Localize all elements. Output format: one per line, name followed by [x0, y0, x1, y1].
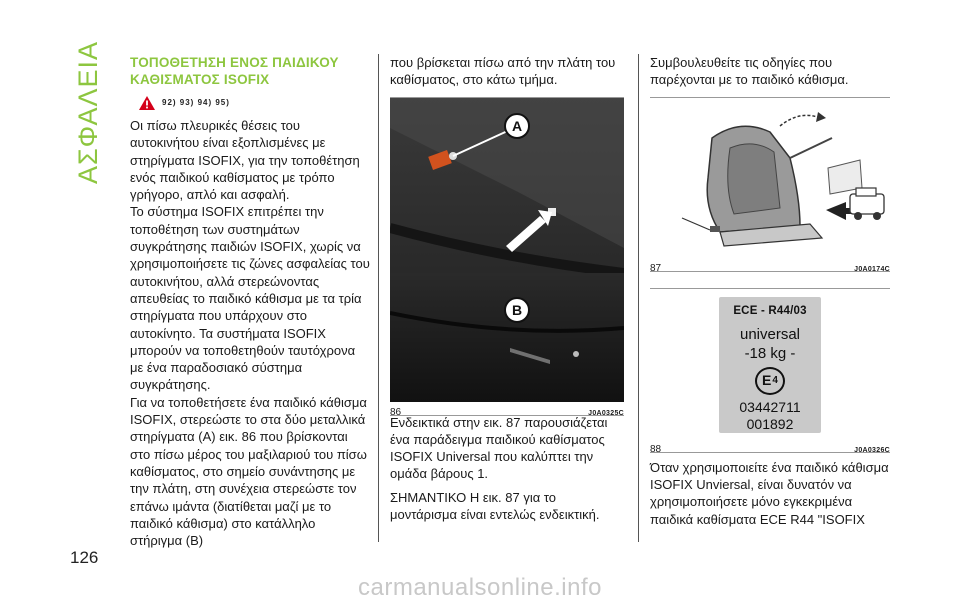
column-1	[130, 54, 370, 549]
figure-caption	[650, 439, 890, 453]
approval-number: 03442711	[739, 398, 801, 415]
paragraph: Οι πίσω πλευρικές θέσεις του αυτοκινήτου είναι εξοπλισμένες με στηρίγματα ISOFIX, για την τοποθέτηση ενός παιδικού καθίσματος με τρόπο γρήγορο, απλό και ασφαλή.	[130, 118, 360, 203]
label-universal: universal	[739, 326, 801, 344]
seat-illustration	[390, 98, 624, 402]
section-tab	[72, 40, 106, 184]
paragraph: που βρίσκεται πίσω από την πλάτη του καθίσματος, στο κάτω τμήμα.	[390, 55, 616, 88]
approval-label	[719, 297, 821, 433]
warning-refs-text: 92) 93) 94) 95)	[162, 98, 230, 108]
page-number: 126	[70, 548, 99, 567]
figure-87	[650, 97, 890, 272]
column-divider	[378, 54, 379, 542]
warning-references	[138, 94, 370, 112]
paragraph: ΣΗΜΑΝΤΙΚΟ Η εικ. 87 για το μοντάρισμα είναι εντελώς ενδεικτική.	[390, 489, 600, 523]
child-seat-illustration	[650, 98, 890, 254]
paragraph: Το σύστημα ISOFIX επιτρέπει την τοποθέτηση των συστημάτων συγκράτησης παιδιών ISOFIX, χωρίς να χρησιμοποιήσετε τις ζώνες ασφαλείας του αυτοκινήτου, αλλά στερεώνοντας απευθείας το παιδικό κάθισμα με τα τρία στηρίγματα που υπάρχουν στο αυτοκίνητο. Τα συστήματα ISOFIX μπορούν να τοποθετηθούν ταυτόχρονα με ένα παραδοσιακό σύστημα συγκράτησης.	[130, 204, 370, 393]
section-tab-label: ΑΣΦΑΛΕΙΑ	[73, 40, 104, 184]
watermark: carmanualsonline.info	[358, 574, 602, 601]
figure-caption	[650, 258, 890, 272]
e-mark-number: 4	[772, 375, 778, 387]
figure-code: J0A0326C	[854, 446, 890, 454]
column-3	[650, 54, 890, 528]
figure-caption	[390, 402, 624, 416]
e-mark-icon	[755, 367, 785, 395]
paragraph: Συμβουλευθείτε τις οδηγίες που παρέχονται με το παιδικό κάθισμα.	[650, 55, 849, 88]
figure-86	[390, 97, 624, 418]
isofix-anchor-photo	[390, 98, 624, 402]
serial-number: 001892	[746, 415, 794, 432]
e-mark-letter: E	[762, 372, 772, 389]
label-b: B	[511, 301, 523, 318]
figure-88	[650, 288, 890, 453]
paragraph: Ενδεικτικά στην εικ. 87 παρουσιάζεται ένα παράδειγμα παιδικού καθίσματος ISOFIX Universal που καλύπτει την ομάδα βάρους 1.	[390, 414, 608, 482]
figure-number: 86	[390, 406, 402, 418]
figure-number: 88	[650, 443, 662, 455]
figure-code: J0A0325C	[588, 409, 624, 417]
section-heading: ΤΟΠΟΘΕΤΗΣΗ ΕΝΟΣ ΠΑΙΔΙΚΟΥ ΚΑΘΙΣΜΑΤΟΣ ISOFIX	[130, 55, 339, 87]
paragraph: Για να τοποθετήσετε ένα παιδικό κάθισμα ISOFIX, στερεώστε το στα δύο μεταλλικά στηρίγματα (A) εικ. 86 που βρίσκονται στο πίσω μέρος του μαξιλαριού του πίσω καθίσματος, στο σημείο συνάντησης με την πλάτη, στη συνέχεια στερεώστε τον επάνω ιμάντα (διατίθεται μαζί με το παιδικό κάθισμα) στο κατάλληλο στήριγμα (B)	[130, 394, 367, 549]
figure-number: 87	[650, 262, 662, 274]
figure-code: J0A0174C	[854, 265, 890, 273]
label-a: A	[511, 117, 523, 134]
label-title: ECE - R44/03	[733, 304, 807, 317]
warning-icon	[138, 95, 156, 111]
column-2	[390, 54, 626, 523]
label-weight: -18 kg -	[744, 345, 796, 363]
paragraph: Όταν χρησιμοποιείτε ένα παιδικό κάθισμα ISOFIX Unviersal, είναι δυνατόν να χρησιμοποιήσετε μόνο εγκεκριμένα παιδικά καθίσματα ECE R44 "ISOFIX	[650, 459, 889, 527]
column-divider	[638, 54, 639, 542]
